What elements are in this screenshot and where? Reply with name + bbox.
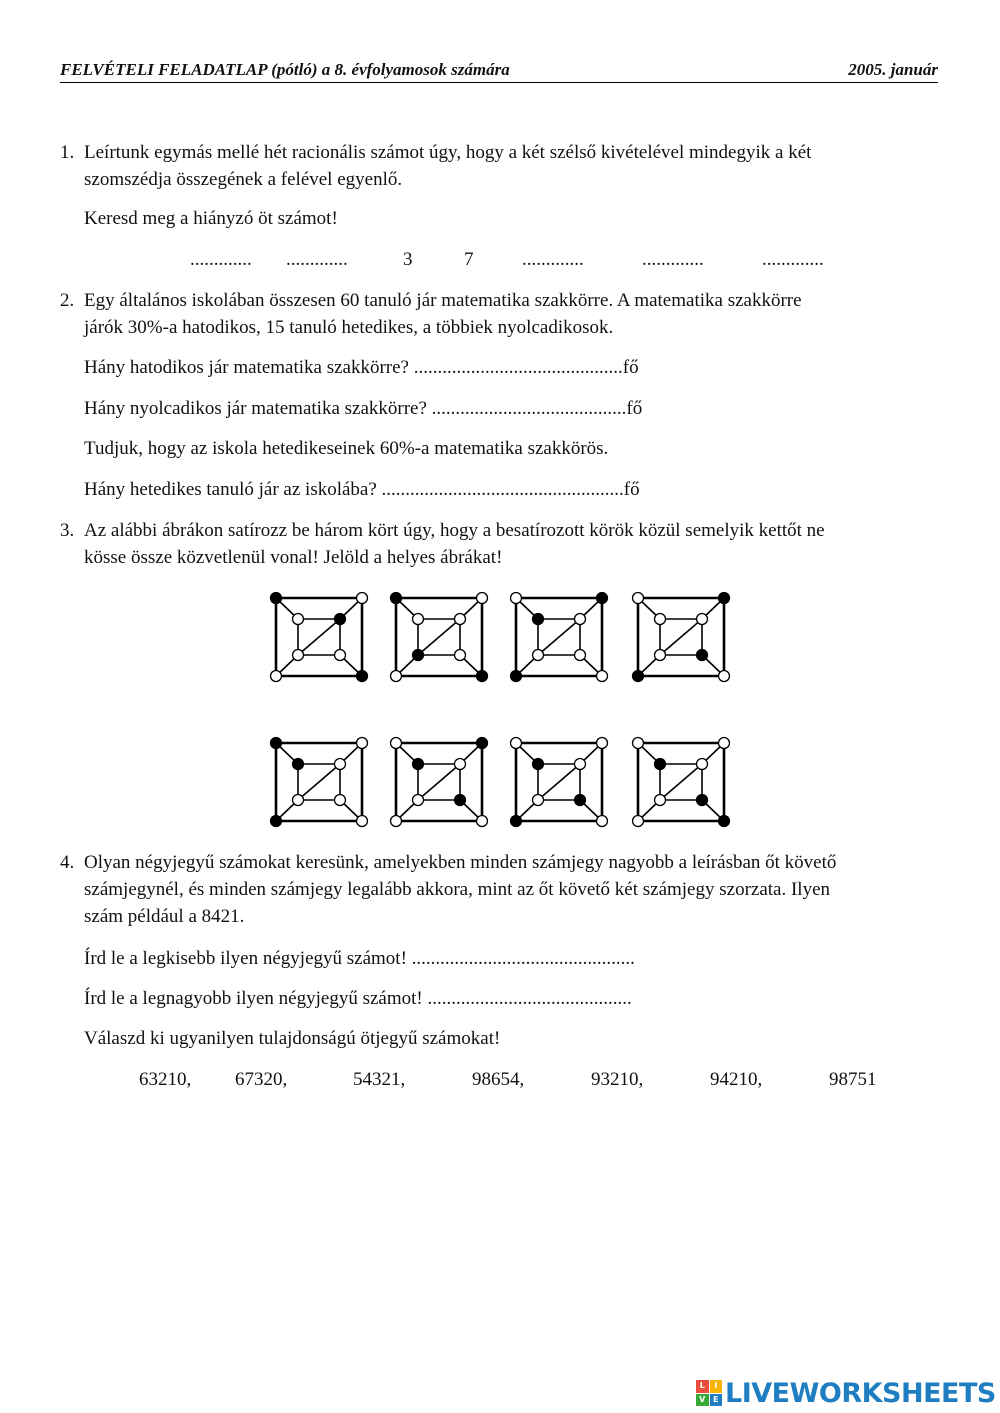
q4-ask-largest[interactable]: Írd le a legnagyobb ilyen négyjegyű számot! ...........................................	[84, 988, 632, 1009]
graph-node-filled[interactable]	[335, 614, 346, 625]
q4-ask-five-digit: Válaszd ki ugyanilyen tulajdonságú ötjegyű számokat!	[84, 1028, 501, 1049]
q4-line3: szám például a 8421.	[84, 906, 245, 927]
graph-node-empty[interactable]	[455, 614, 466, 625]
graph-node-empty[interactable]	[575, 650, 586, 661]
q3-figure[interactable]	[391, 593, 488, 682]
q1-seq-6[interactable]: .............	[642, 249, 704, 270]
graph-edge	[418, 764, 460, 800]
q2-number: 2.	[60, 290, 75, 311]
q4-option-5[interactable]: 93210,	[591, 1069, 644, 1090]
graph-node-filled[interactable]	[357, 671, 368, 682]
q2-line2: járók 30%-a hatodikos, 15 tanuló hetedikes, a többiek nyolcadikosok.	[84, 317, 614, 338]
graph-node-filled[interactable]	[511, 671, 522, 682]
q3-figure[interactable]	[633, 593, 730, 682]
graph-node-empty[interactable]	[719, 671, 730, 682]
graph-node-filled[interactable]	[271, 593, 282, 604]
graph-node-empty[interactable]	[335, 795, 346, 806]
graph-node-empty[interactable]	[293, 650, 304, 661]
graph-node-filled[interactable]	[633, 671, 644, 682]
logo-mark-tile: L	[696, 1380, 709, 1393]
graph-node-empty[interactable]	[271, 671, 282, 682]
q4-number: 4.	[60, 852, 75, 873]
graph-edge	[660, 619, 702, 655]
graph-edge	[298, 764, 340, 800]
q3-figure[interactable]	[391, 738, 488, 827]
graph-node-empty[interactable]	[391, 671, 402, 682]
q4-option-3[interactable]: 54321,	[353, 1069, 406, 1090]
graph-node-filled[interactable]	[719, 593, 730, 604]
graph-node-empty[interactable]	[575, 614, 586, 625]
q3-figure[interactable]	[633, 738, 730, 827]
q1-seq-4: 7	[464, 249, 474, 270]
q4-option-4[interactable]: 98654,	[472, 1069, 525, 1090]
graph-node-empty[interactable]	[533, 795, 544, 806]
graph-node-empty[interactable]	[597, 738, 608, 749]
q2-fact: Tudjuk, hogy az iskola hetedikeseinek 60%-a matematika szakkörös.	[84, 438, 609, 459]
q2-line1: Egy általános iskolában összesen 60 tanuló jár matematika szakkörre. A matematika szakkörre	[84, 290, 802, 311]
graph-node-filled[interactable]	[697, 795, 708, 806]
graph-node-empty[interactable]	[633, 816, 644, 827]
q2-ask-sixth-graders[interactable]: Hány hatodikos jár matematika szakkörre? ............................................fő	[84, 357, 639, 378]
graph-edge	[418, 619, 460, 655]
liveworksheets-logo[interactable]	[696, 1378, 996, 1408]
q3-figure[interactable]	[271, 593, 368, 682]
q3-line1: Az alábbi ábrákon satírozz be három kört úgy, hogy a besatírozott körök közül semelyik kettőt ne	[84, 520, 825, 541]
graph-node-filled[interactable]	[533, 614, 544, 625]
q4-option-6[interactable]: 94210,	[710, 1069, 763, 1090]
liveworksheets-mark-icon	[696, 1380, 722, 1406]
graph-node-empty[interactable]	[335, 759, 346, 770]
q1-seq-1[interactable]: .............	[190, 249, 252, 270]
q1-line1: Leírtunk egymás mellé hét racionális számot úgy, hogy a két szélső kivételével mindegyik a két	[84, 142, 812, 163]
graph-node-empty[interactable]	[477, 816, 488, 827]
q1-line2: szomszédja összegének a felével egyenlő.	[84, 169, 403, 190]
graph-edge	[538, 764, 580, 800]
graph-node-filled[interactable]	[477, 738, 488, 749]
graph-node-empty[interactable]	[293, 614, 304, 625]
graph-node-empty[interactable]	[357, 816, 368, 827]
q4-option-2[interactable]: 67320,	[235, 1069, 288, 1090]
graph-node-empty[interactable]	[655, 614, 666, 625]
q1-seq-5[interactable]: .............	[522, 249, 584, 270]
graph-edge	[298, 619, 340, 655]
graph-node-empty[interactable]	[511, 738, 522, 749]
graph-node-empty[interactable]	[511, 593, 522, 604]
q4-line1: Olyan négyjegyű számokat keresünk, amelyekben minden számjegy nagyobb a leírásban őt követő	[84, 852, 837, 873]
header-date: 2005. január	[848, 60, 938, 79]
logo-mark-tile: I	[710, 1380, 723, 1393]
q3-line2: kösse össze közvetlenül vonal! Jelöld a helyes ábrákat!	[84, 547, 503, 568]
graph-node-empty[interactable]	[633, 738, 644, 749]
graph-node-empty[interactable]	[357, 593, 368, 604]
graph-node-filled[interactable]	[719, 816, 730, 827]
q1-seq-7[interactable]: .............	[762, 249, 824, 270]
graph-node-empty[interactable]	[655, 795, 666, 806]
q3-number: 3.	[60, 520, 75, 541]
graph-edge	[538, 619, 580, 655]
graph-node-filled[interactable]	[391, 593, 402, 604]
graph-node-filled[interactable]	[271, 738, 282, 749]
graph-node-empty[interactable]	[455, 759, 466, 770]
graph-node-filled[interactable]	[413, 759, 424, 770]
q1-number: 1.	[60, 142, 75, 163]
graph-node-empty[interactable]	[391, 738, 402, 749]
graph-node-empty[interactable]	[697, 614, 708, 625]
q3-figure[interactable]	[511, 738, 608, 827]
graph-node-empty[interactable]	[597, 816, 608, 827]
graph-node-filled[interactable]	[575, 795, 586, 806]
graph-node-empty[interactable]	[575, 759, 586, 770]
graph-node-filled[interactable]	[697, 650, 708, 661]
graph-node-filled[interactable]	[477, 671, 488, 682]
q1-seq-3: 3	[403, 249, 413, 270]
graph-node-empty[interactable]	[455, 650, 466, 661]
graph-node-filled[interactable]	[271, 816, 282, 827]
graph-node-empty[interactable]	[533, 650, 544, 661]
graph-node-empty[interactable]	[357, 738, 368, 749]
graph-node-filled[interactable]	[511, 816, 522, 827]
logo-mark-tile: E	[710, 1394, 723, 1407]
graph-node-empty[interactable]	[633, 593, 644, 604]
graph-node-empty[interactable]	[413, 795, 424, 806]
graph-node-filled[interactable]	[597, 593, 608, 604]
graph-node-filled[interactable]	[533, 759, 544, 770]
q3-figure[interactable]	[271, 738, 368, 827]
logo-text: LIVEWORKSHEETS	[725, 1377, 996, 1409]
header-title: FELVÉTELI FELADATLAP (pótló) a 8. évfolyamosok számára	[60, 60, 510, 79]
graph-node-empty[interactable]	[655, 650, 666, 661]
q2-ask-eighth-graders[interactable]: Hány nyolcadikos jár matematika szakkörre? .........................................fő	[84, 398, 643, 419]
graph-node-empty[interactable]	[477, 593, 488, 604]
graph-node-filled[interactable]	[413, 650, 424, 661]
graph-node-empty[interactable]	[597, 671, 608, 682]
graph-node-filled[interactable]	[293, 759, 304, 770]
logo-mark-tile: V	[696, 1394, 709, 1407]
graph-node-filled[interactable]	[455, 795, 466, 806]
q1-seq-2[interactable]: .............	[286, 249, 348, 270]
graph-node-empty[interactable]	[293, 795, 304, 806]
graph-node-empty[interactable]	[335, 650, 346, 661]
q3-figure[interactable]	[511, 593, 608, 682]
graph-node-empty[interactable]	[719, 738, 730, 749]
q4-line2: számjegynél, és minden számjegy legalább akkora, mint az őt követő két számjegy szorzata. Ilyen	[84, 879, 831, 900]
q4-option-7[interactable]: 98751	[829, 1069, 877, 1090]
graph-node-empty[interactable]	[697, 759, 708, 770]
q4-option-1[interactable]: 63210,	[139, 1069, 192, 1090]
graph-node-filled[interactable]	[655, 759, 666, 770]
graph-node-empty[interactable]	[413, 614, 424, 625]
q4-ask-smallest[interactable]: Írd le a legkisebb ilyen négyjegyű számot! ...............................................	[84, 948, 635, 969]
graph-node-empty[interactable]	[391, 816, 402, 827]
graph-edge	[660, 764, 702, 800]
q2-ask-seventh-graders[interactable]: Hány hetedikes tanuló jár az iskolába? ...................................................fő	[84, 479, 640, 500]
q1-instruction: Keresd meg a hiányzó öt számot!	[84, 208, 338, 229]
